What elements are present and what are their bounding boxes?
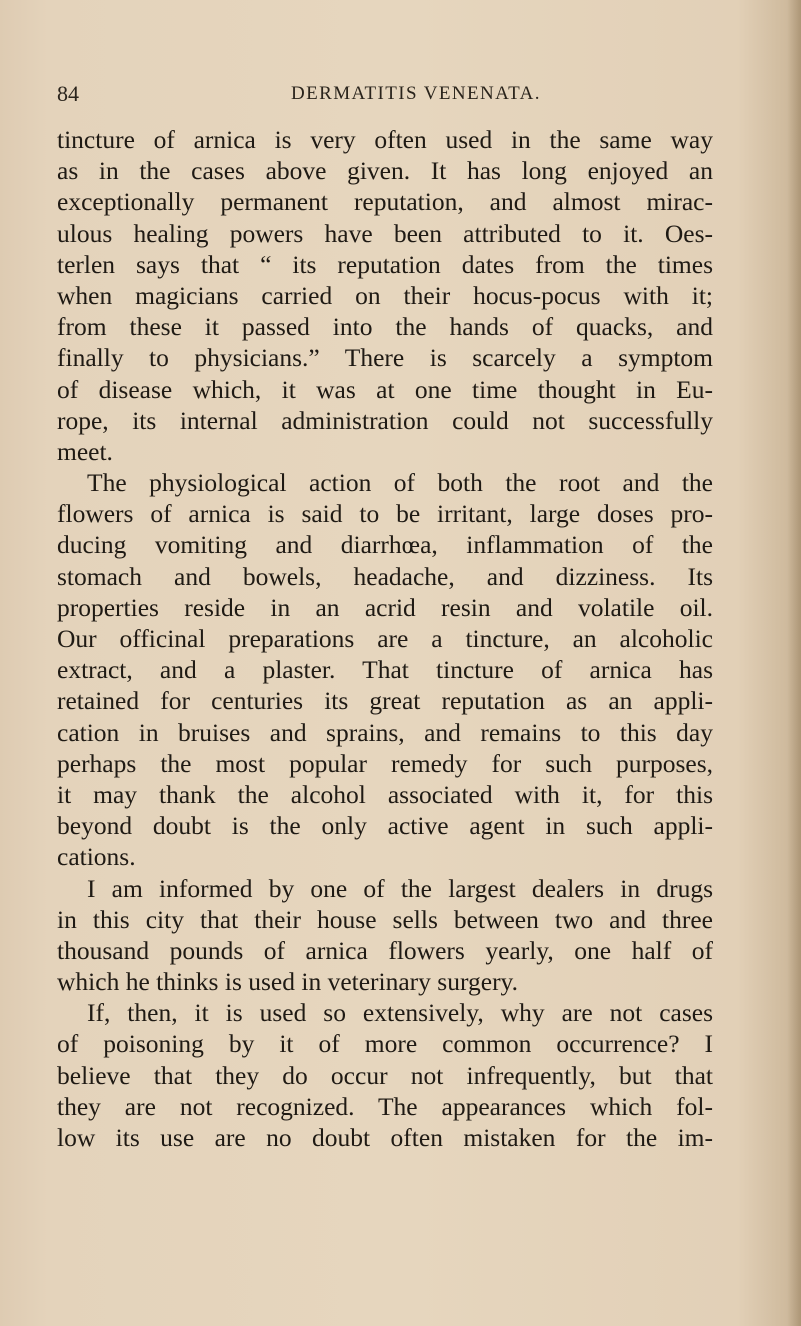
text-line: beyond doubt is the only active agent in such appli-	[57, 811, 713, 841]
text-line: flowers of arnica is said to be irritant, large doses pro-	[57, 499, 713, 529]
running-title: DERMATITIS VENENATA.	[291, 83, 541, 104]
text-line: in this city that their house sells between two and three	[57, 904, 713, 934]
text-line: ducing vomiting and diarrhœa, inflammation of the	[57, 530, 713, 560]
page-edge-shadow	[787, 0, 801, 1326]
text-line: they are not recognized. The appearances which fol-	[57, 1091, 713, 1121]
text-line: thousand pounds of arnica flowers yearly, one half of	[57, 935, 713, 965]
text-line: stomach and bowels, headache, and dizziness. Its	[57, 561, 713, 591]
page-number: 84	[57, 81, 79, 106]
text-line: as in the cases above given. It has long enjoyed an	[57, 156, 713, 186]
text-line: from these it passed into the hands of quacks, and	[57, 312, 713, 342]
text-line: of poisoning by it of more common occurrence? I	[57, 1029, 713, 1059]
running-head	[57, 80, 713, 110]
text-line: Our officinal preparations are a tincture, an alcoholic	[57, 624, 713, 653]
text-line: extract, and a plaster. That tincture of arnica has	[57, 655, 713, 685]
text-line: it may thank the alcohol associated with it, for this	[57, 779, 713, 809]
paragraph-start-line: The physiological action of both the root and the	[87, 468, 713, 498]
text-line: perhaps the most popular remedy for such purposes,	[57, 748, 713, 778]
text-line: finally to physicians.” There is scarcely a symptom	[57, 343, 713, 373]
text-line: of disease which, it was at one time thought in Eu-	[57, 374, 713, 404]
text-line: cation in bruises and sprains, and remains to this day	[57, 717, 713, 747]
text-line: when magicians carried on their hocus-pocus with it;	[57, 280, 713, 310]
text-line: low its use are no doubt often mistaken for the im-	[57, 1123, 713, 1152]
paragraph-end-line: cations.	[57, 842, 136, 872]
text-line: terlen says that “ its reputation dates from the times	[57, 249, 713, 279]
text-line: tincture of arnica is very often used in the same way	[57, 125, 713, 154]
paragraph-end-line: which he thinks is used in veterinary surgery.	[57, 967, 519, 997]
paragraph-end-line: meet.	[57, 436, 113, 466]
text-line: ulous healing powers have been attributed to it. Oes-	[57, 218, 713, 248]
text-line: rope, its internal administration could not successfully	[57, 405, 713, 435]
paragraph-start-line: I am informed by one of the largest dealers in drugs	[87, 873, 713, 903]
text-line: properties reside in an acrid resin and volatile oil.	[57, 592, 713, 622]
body-text	[57, 124, 713, 1153]
text-line: believe that they do occur not infrequently, but that	[57, 1060, 713, 1090]
text-line: retained for centuries its great reputation as an appli-	[57, 686, 713, 716]
paragraph-start-line: If, then, it is used so extensively, why are not cases	[87, 998, 713, 1028]
text-line: exceptionally permanent reputation, and almost mirac-	[57, 187, 713, 217]
